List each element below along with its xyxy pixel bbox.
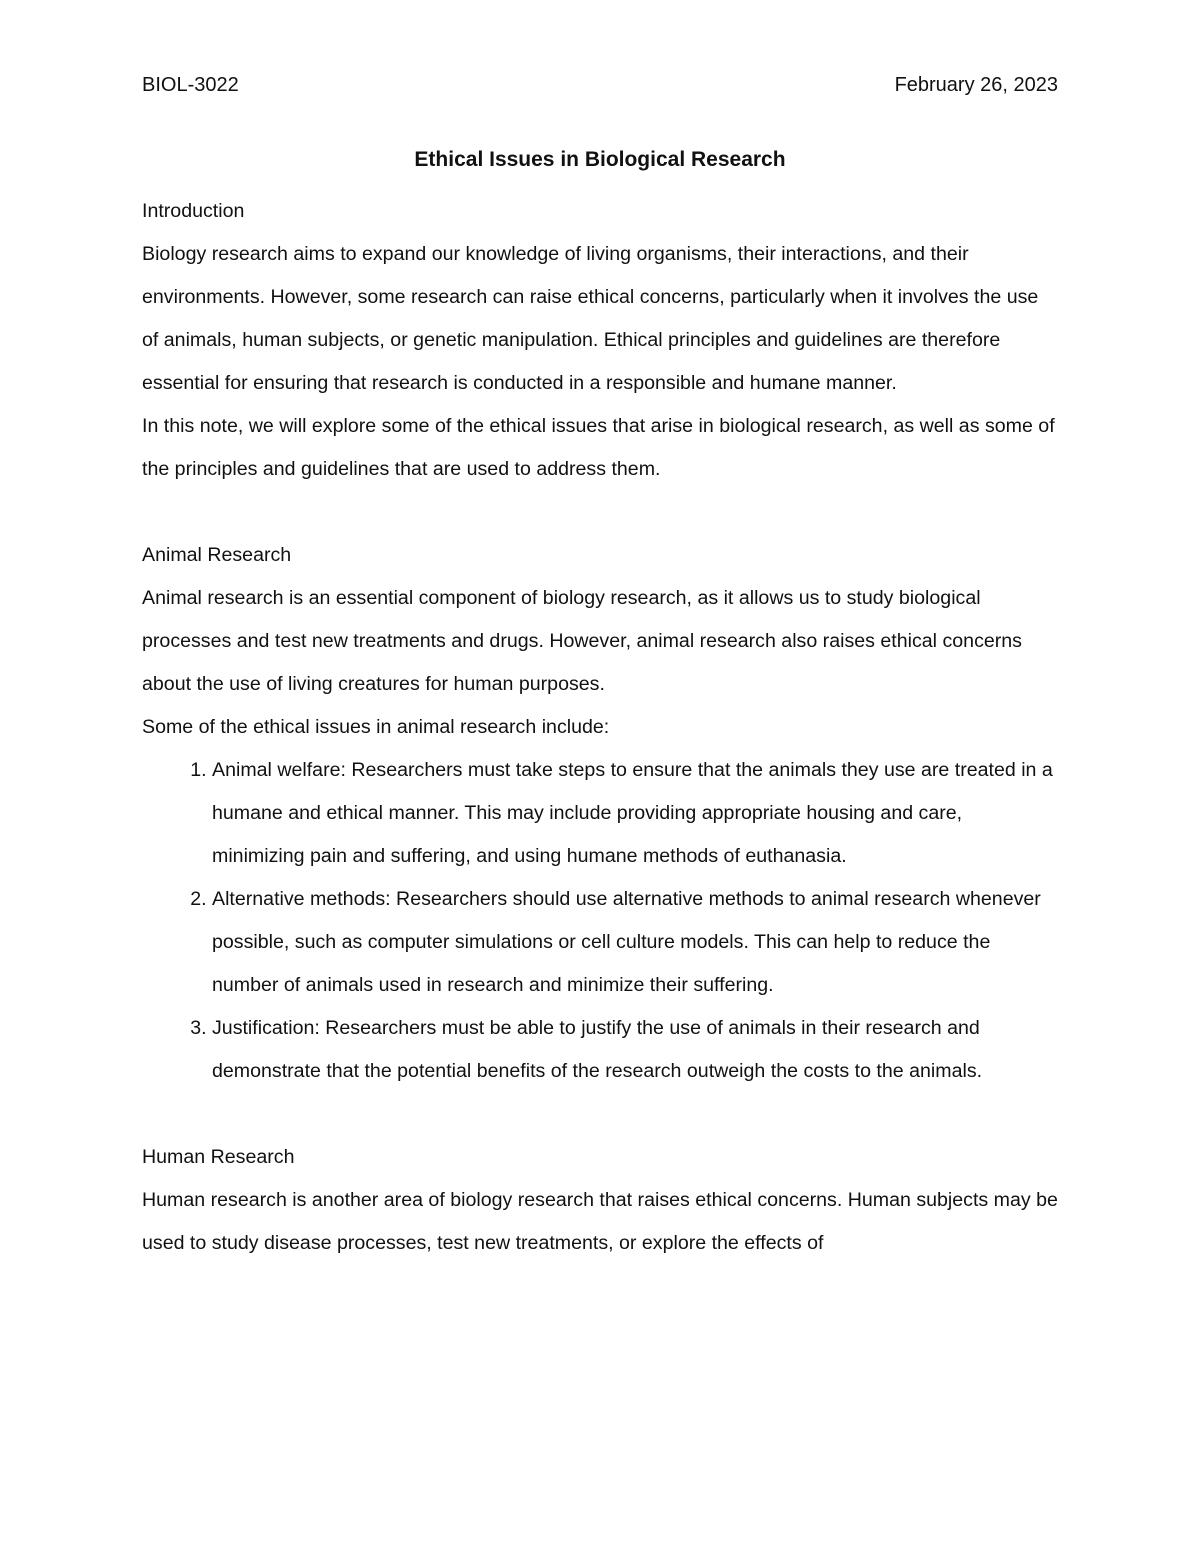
animal-research-list-intro: Some of the ethical issues in animal research include:: [142, 716, 610, 738]
introduction-paragraph-2: In this note, we will explore some of the ethical issues that arise in biological research, as well as some of the principles and guidelines that are used to address them.: [142, 415, 1055, 480]
human-research-heading: Human Research: [142, 1146, 295, 1168]
introduction-paragraph-1: Biology research aims to expand our knowledge of living organisms, their interactions, and their environments. However, some research can raise ethical concerns, particularly when it involves the use of animals, human subjects, or genetic manipulation. Ethical principles and guidelines are therefore essential for ensuring that research is conducted in a responsible and humane manner.: [142, 243, 1039, 394]
page-header: [142, 70, 1058, 100]
document-body: [142, 190, 1058, 1265]
introduction-heading: Introduction: [142, 200, 245, 222]
section-spacer: [142, 1093, 1058, 1136]
section-spacer: [142, 491, 1058, 534]
document-title: Ethical Issues in Biological Research: [414, 148, 786, 171]
course-code: BIOL-3022: [142, 74, 239, 96]
list-item: 2. Alternative methods: Researchers should use alternative methods to animal research whenever possible, such as computer simulations or cell culture models. This can help to reduce the number of animals used in research and minimize their suffering.: [212, 878, 1058, 1007]
human-research-paragraph: Human research is another area of biology research that raises ethical concerns. Human subjects may be used to study disease processes, test new treatments, or explore the effects of: [142, 1189, 1058, 1254]
list-item: 1. Animal welfare: Researchers must take steps to ensure that the animals they use are treated in a humane and ethical manner. This may include providing appropriate housing and care, minimizing pain and suffering, and using humane methods of euthanasia.: [212, 749, 1058, 878]
document-date: February 26, 2023: [894, 74, 1058, 96]
list-item: 3. Justification: Researchers must be able to justify the use of animals in their research and demonstrate that the potential benefits of the research outweigh the costs to the animals.: [212, 1007, 1058, 1093]
animal-research-paragraph: Animal research is an essential component of biology research, as it allows us to study biological processes and test new treatments and drugs. However, animal research also raises ethical concerns about the use of living creatures for human purposes.: [142, 587, 1022, 695]
animal-research-heading: Animal Research: [142, 544, 292, 566]
animal-research-issues-list: [142, 749, 1058, 1093]
